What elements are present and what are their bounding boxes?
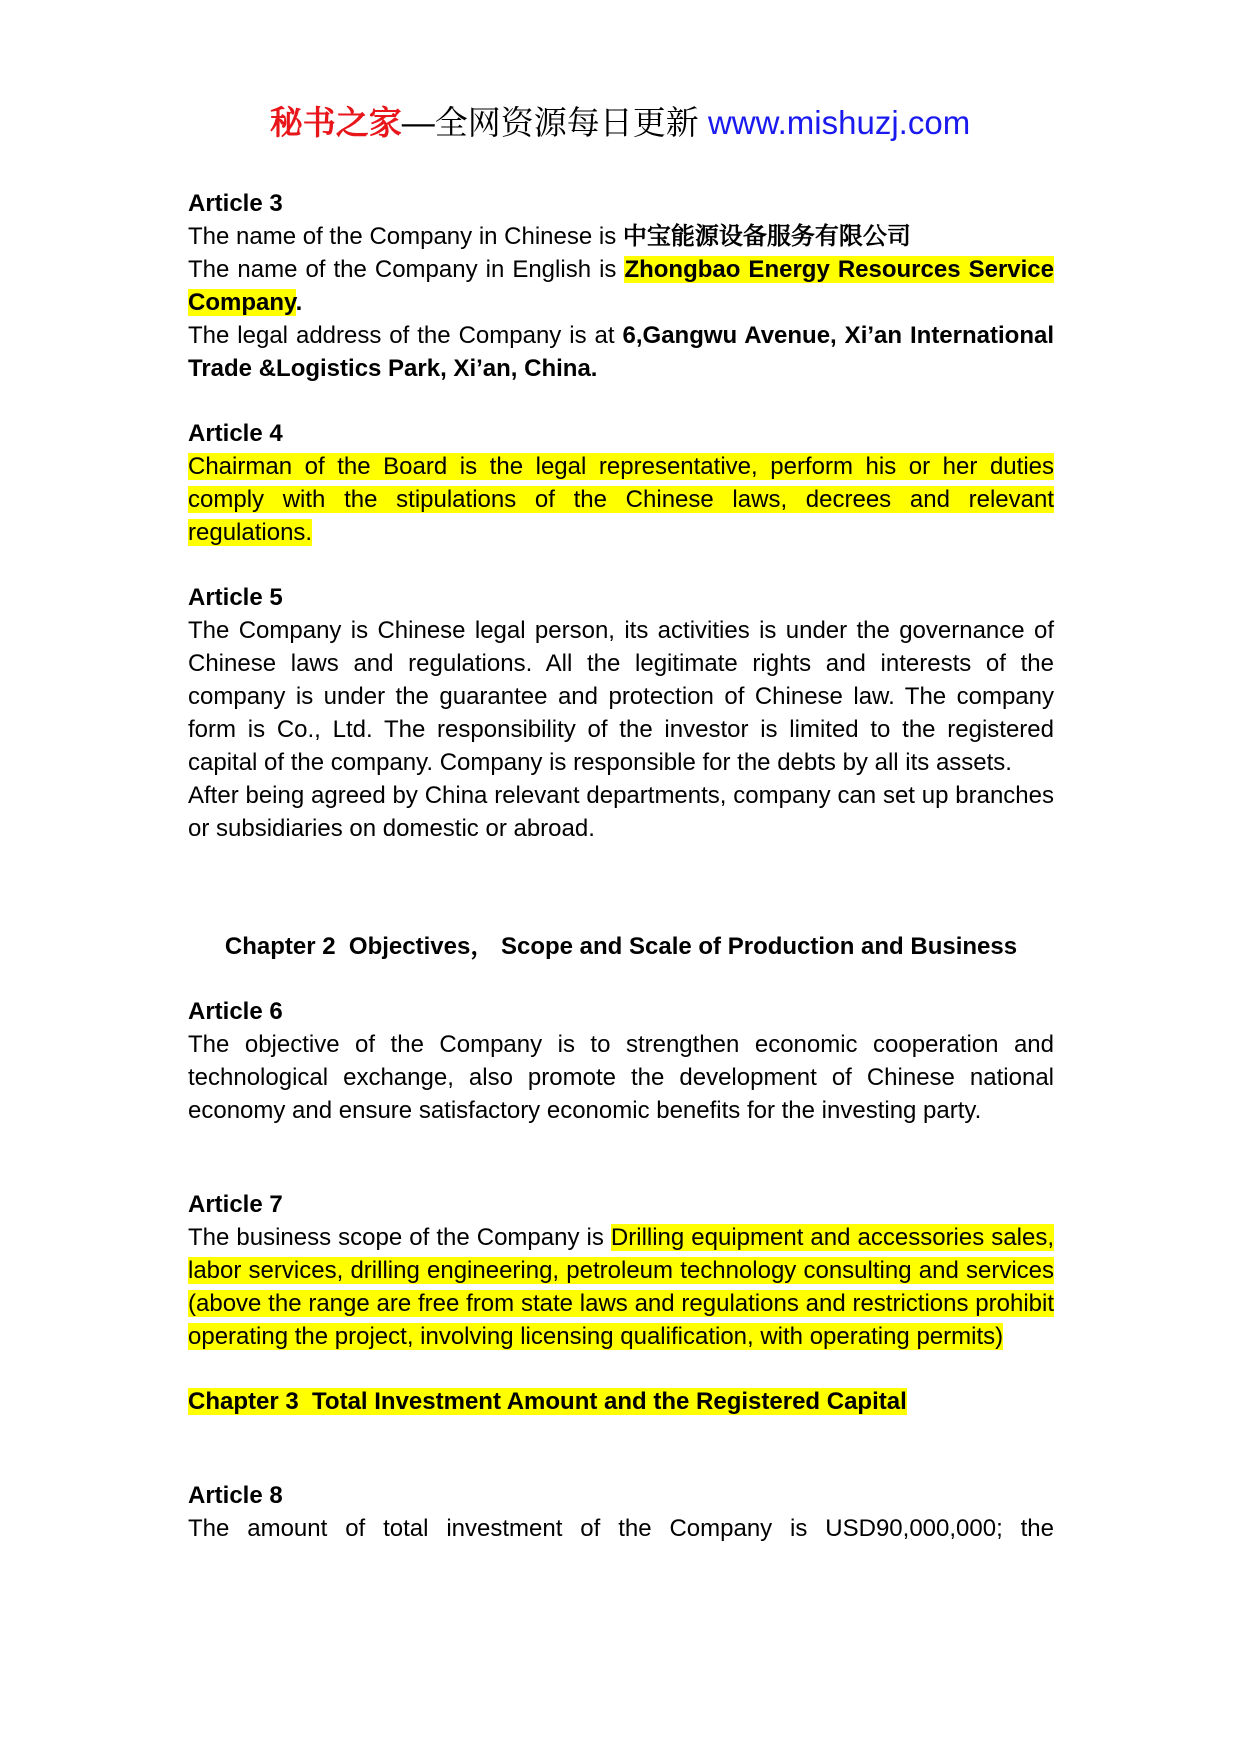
company-legal-address: 6,Gangwu Avenue, Xi’an International Trade &Logistics Park, Xi’an, China. (188, 322, 1054, 382)
spacer (188, 845, 1054, 930)
article-3-address (188, 319, 1054, 385)
spacer (188, 1353, 1054, 1385)
article-5-title: Article 5 (188, 584, 283, 611)
business-scope-text: Drilling equipment and accessories sales, labor services, drilling engineering, petroleum technology consulting and services (above the range are free from state laws and regulations and restrictions prohibit operating the project, involving licensing qualification, with operating permits) (188, 1224, 1054, 1350)
spacer (188, 385, 1054, 417)
spacer (188, 1418, 1054, 1479)
article-8-title: Article 8 (188, 1482, 283, 1509)
chapter-2-heading: Chapter 2 Objectives， Scope and Scale of Production and Business (224, 933, 1018, 960)
spacer (188, 963, 1054, 995)
header-url-link[interactable]: www.mishuzj.com (707, 104, 971, 141)
chapter-3-heading (188, 1385, 1054, 1418)
article-6-text: The objective of the Company is to strengthen economic cooperation and technological exchange, also promote the development of Chinese national economy and ensure satisfactory economic benefits for the investing party. (188, 1031, 1054, 1124)
document-body (188, 187, 1054, 1545)
article-4-text (188, 450, 1054, 549)
article-3-en-prefix: The name of the Company in English is (188, 256, 625, 283)
article-4-highlighted-text: Chairman of the Board is the legal representative, perform his or her duties comply with the stipulations of the Chinese laws, decrees and relevant regulations. (188, 453, 1054, 546)
article-6-title: Article 6 (188, 998, 283, 1025)
page-header (0, 100, 1240, 146)
article-3-cn-prefix: The name of the Company in Chinese is (188, 223, 623, 250)
article-3-en-suffix: . (295, 289, 303, 316)
article-3-chinese-name (188, 220, 1054, 253)
company-english-name: Zhongbao Energy Resources Service Company (188, 256, 1054, 316)
article-4-title: Article 4 (188, 420, 283, 447)
article-7-text (188, 1221, 1054, 1353)
article-3-english-name (188, 253, 1054, 319)
company-chinese-name: 中宝能源设备服务有限公司 (622, 223, 911, 250)
header-tagline: —全网资源每日更新 (401, 104, 708, 141)
article-5-text-1: The Company is Chinese legal person, its activities is under the governance of Chinese laws and regulations. All the legitimate rights and interests of the company is under the guarantee and protection of Chinese law. The company form is Co., Ltd. The responsibility of the investor is limited to the registered capital of the company. Company is responsible for the debts by all its assets. (188, 617, 1054, 776)
chapter-3-heading-text: Chapter 3 Total Investment Amount and the Registered Capital (188, 1388, 907, 1415)
spacer (188, 1127, 1054, 1188)
article-8-text: The amount of total investment of the Company is USD90,000,000; the (188, 1515, 1054, 1542)
article-3-title: Article 3 (188, 190, 283, 217)
header-brand: 秘书之家 (269, 104, 402, 141)
article-7-title: Article 7 (188, 1191, 283, 1218)
article-7-prefix: The business scope of the Company is (188, 1224, 611, 1251)
spacer (188, 549, 1054, 581)
article-5-text-2: After being agreed by China relevant departments, company can set up branches or subsidiaries on domestic or abroad. (188, 782, 1054, 842)
article-3-address-prefix: The legal address of the Company is at (188, 322, 623, 349)
